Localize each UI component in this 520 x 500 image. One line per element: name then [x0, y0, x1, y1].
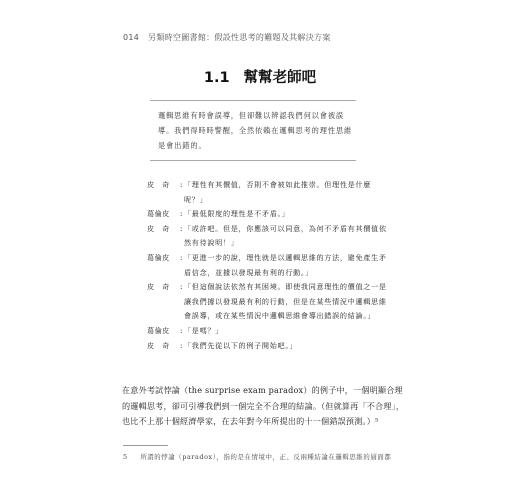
footnote-divider [123, 445, 168, 446]
section-number: 1.1 [203, 70, 230, 86]
utterance: 「理性有其價值，否則不會被如此推崇。但理性是什麼呢？」 [184, 180, 372, 204]
body-paragraph: 在意外考試悖論（the surprise exam paradox）的例子中，一個明顯合理的邏輯思考，卻可引導我們到一個完全不合理的結論。（但就算再「不合理」，也比不上那十個經濟學家，在去年對今年所提出的十一個錯誤預測。）⁵ [122, 385, 405, 427]
utterance: 「我們先從以下的例子開始吧。」 [184, 340, 298, 350]
footnote-text: 所謂的悖論（paradox），指的是在情境中，正、反兩種結論在邏輯思維的層面都 [140, 453, 392, 461]
speaker: 葛倫皮 [147, 325, 170, 335]
speaker: 皮 奇 [147, 340, 170, 350]
utterance: 「更進一步的說，理性就是以邏輯思維的方法，避免產生矛盾信念，並據以發現最有利的行動。」 [184, 252, 387, 277]
running-header [123, 32, 331, 43]
dialogue-turn: 葛倫皮 : 「最低限度的理性是不矛盾。」 [147, 207, 387, 222]
dialogue-turn: 葛倫皮 : 「更進一步的說，理性就是以邏輯思維的方法，避免產生矛盾信念，並據以發現最有利的行動。」 [147, 251, 387, 280]
dialogue [147, 178, 387, 353]
speaker: 皮 奇 [147, 282, 170, 292]
section-title-text: 幫幫老師吧 [243, 70, 317, 86]
section-title [0, 66, 520, 87]
speaker: 葛倫皮 [147, 209, 170, 219]
dialogue-turn: 皮 奇 : 「但這個說法依然有其困境。即使我同意理性的價值之一是讓我們據以發現最有利的行動，但是在某些情況中邏輯思維會誤導，或在某些情況中邏輯思維會導出錯誤的結論。」 [147, 280, 387, 324]
speaker: 葛倫皮 [147, 252, 170, 262]
utterance: 「最低限度的理性是不矛盾。」 [184, 209, 290, 219]
dialogue-turn: 皮 奇 : 「我們先從以下的例子開始吧。」 [147, 339, 387, 354]
running-title: 另類時空圖書館：假設性思考的難題及其解決方案 [148, 33, 331, 42]
utterance: 「是嗎？」 [184, 325, 223, 335]
epigraph-quote: 邏輯思維有時會誤導，但卻難以辨認我們何以會被誤導。我們得時時警醒，全然依賴在邏輯思考的理性思維是會出錯的。 [150, 100, 356, 161]
speaker: 皮 奇 [147, 180, 170, 189]
utterance: 「但這個說法依然有其困境。即使我同意理性的價值之一是讓我們據以發現最有利的行動，但是在某些情況中邏輯思維會誤導，或在某些情況中邏輯思維會導出錯誤的結論。」 [184, 282, 387, 321]
page-number: 014 [123, 33, 140, 42]
footnote-number: 5 [123, 453, 128, 461]
speaker: 皮 奇 [147, 223, 170, 233]
dialogue-turn: 皮 奇 : 「或許吧。但是，你應該可以同意，為何不矛盾有其價值依然有待說明！」 [147, 222, 387, 251]
utterance: 「或許吧。但是，你應該可以同意，為何不矛盾有其價值依然有待說明！」 [184, 223, 387, 248]
dialogue-turn: 皮 奇 : 「理性有其價值，否則不會被如此推崇。但理性是什麼呢？」 [147, 178, 387, 207]
footnote [123, 452, 391, 461]
dialogue-turn: 葛倫皮 : 「是嗎？」 [147, 324, 387, 339]
